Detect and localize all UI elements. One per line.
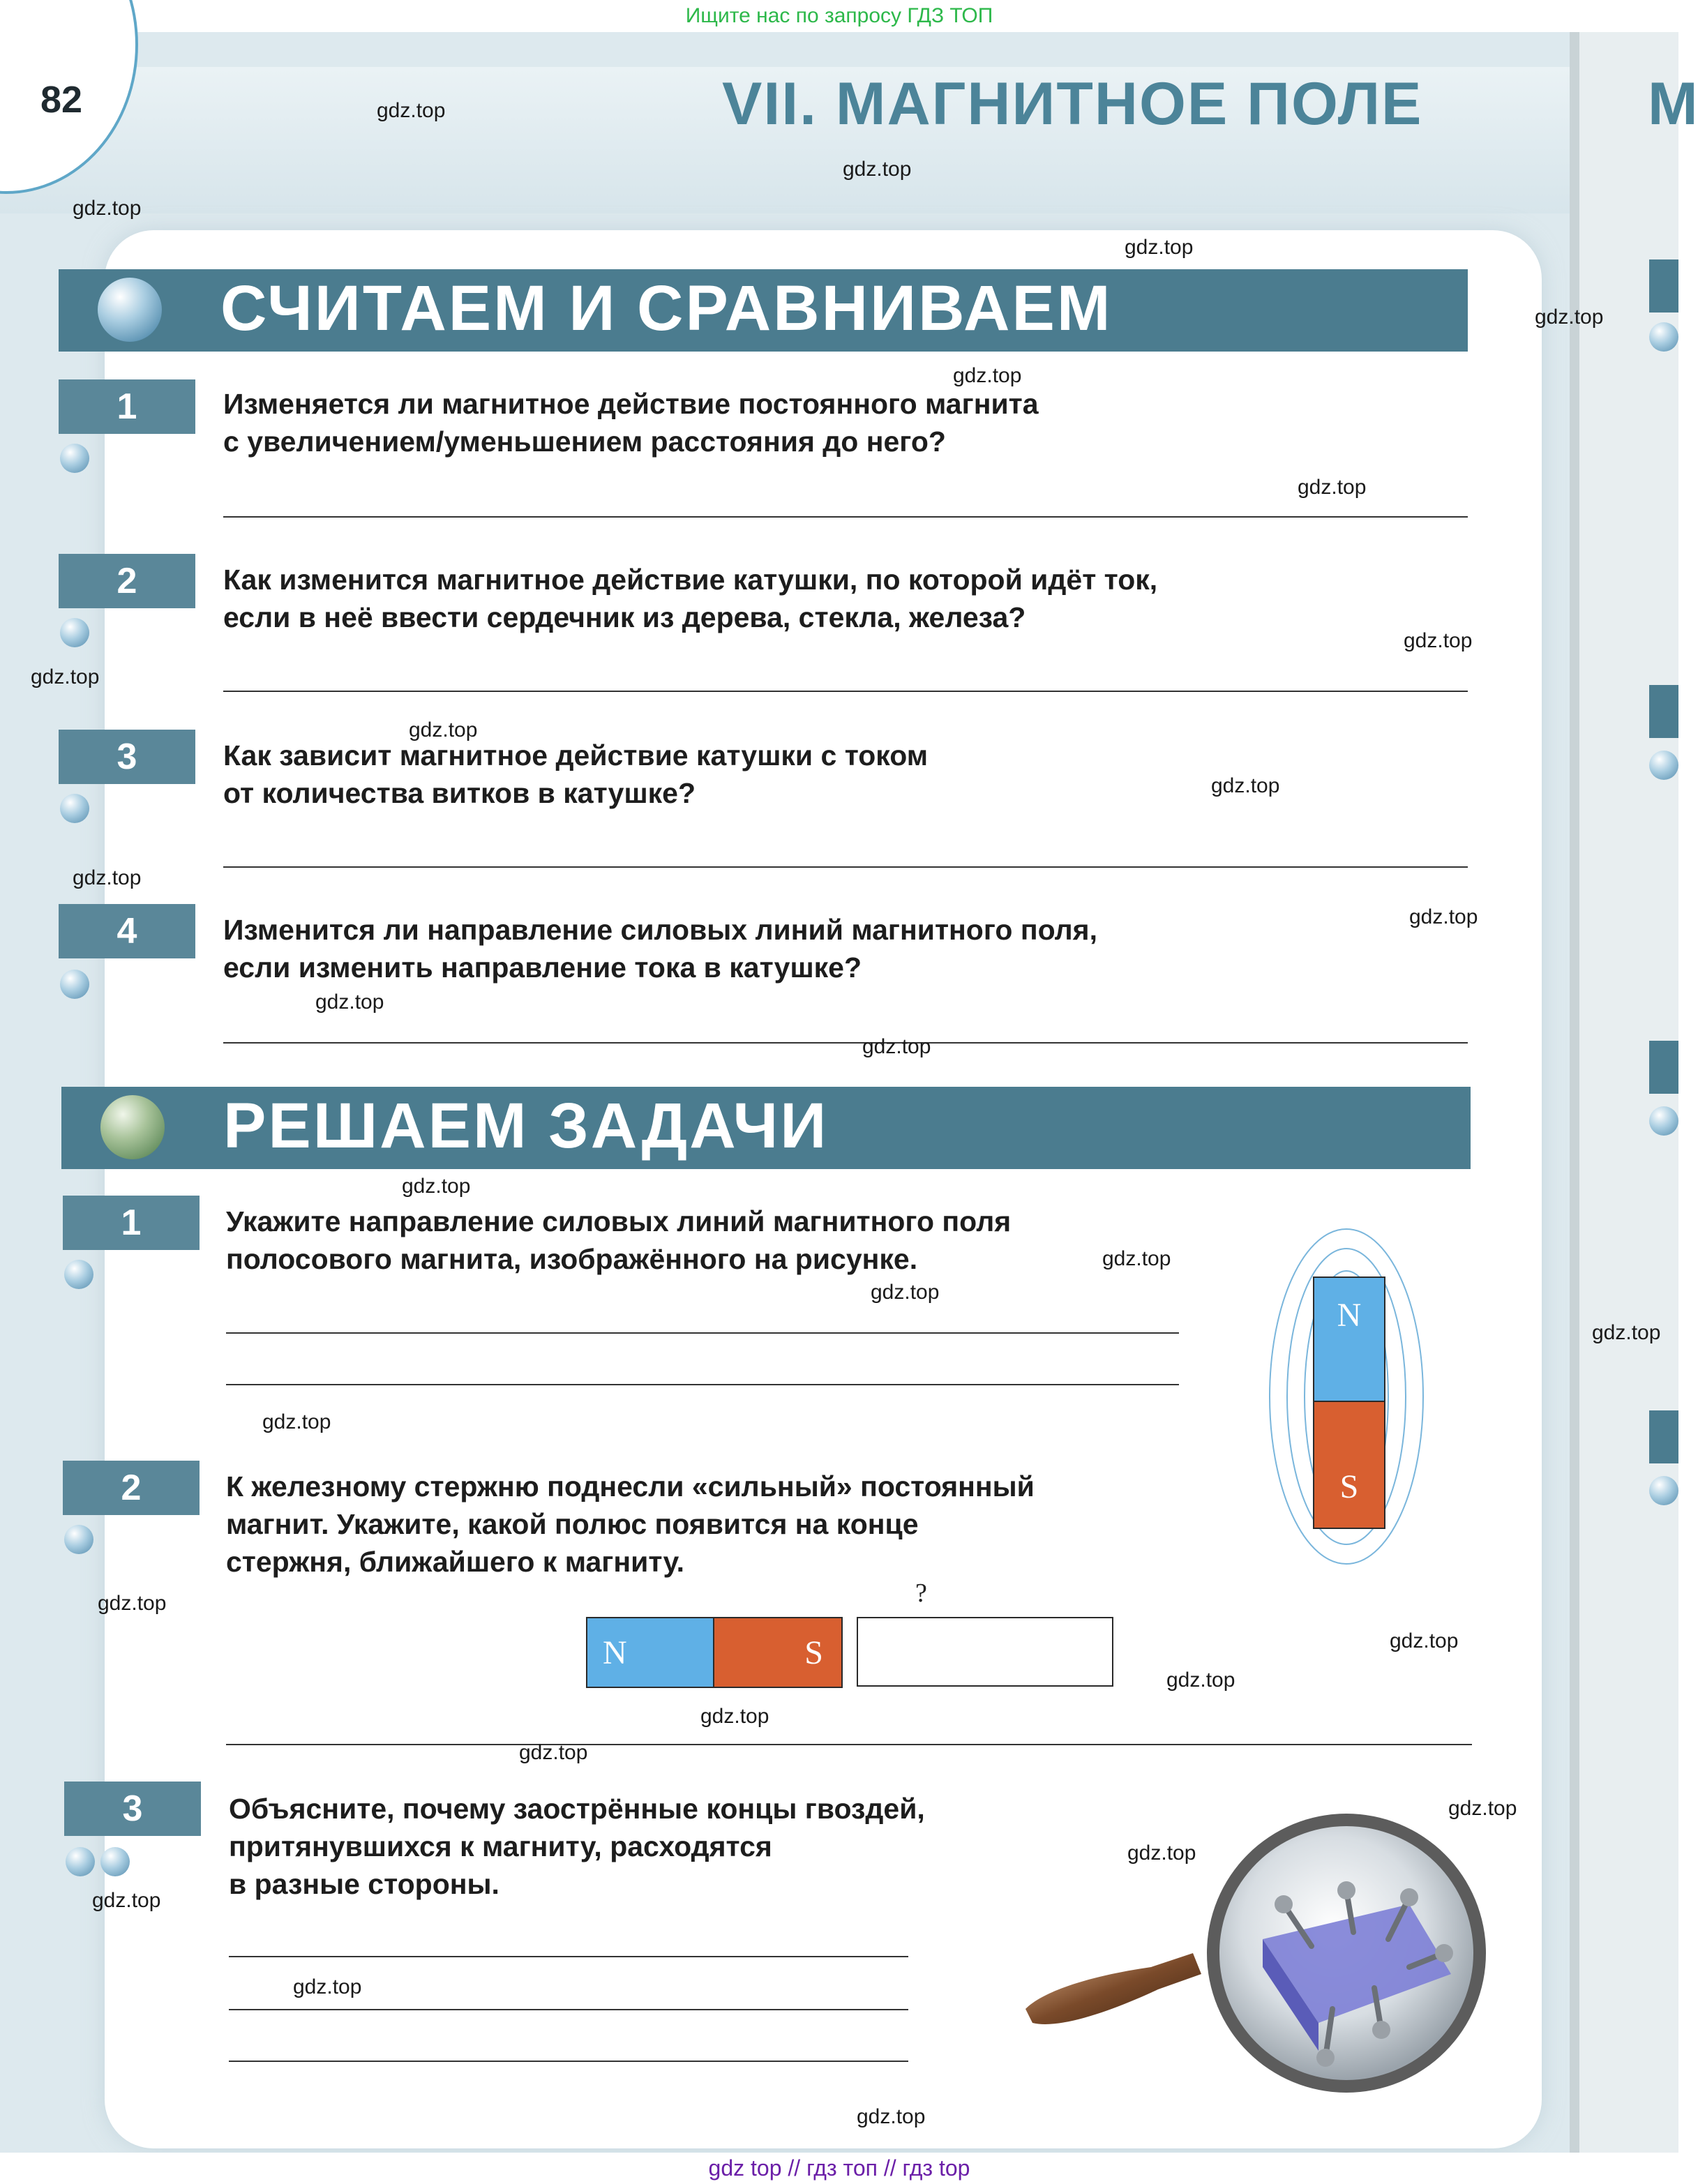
section-header-count-compare: [59, 269, 1468, 352]
answer-line[interactable]: [226, 1332, 1179, 1334]
difficulty-ball-icon: [100, 1847, 130, 1876]
watermark: gdz.top: [1390, 1629, 1459, 1652]
top-banner[interactable]: Ищите нас по запросу ГДЗ ТОП: [0, 0, 1678, 32]
answer-line[interactable]: [229, 2009, 908, 2010]
question-text: Как изменится магнитное действие катушки, по которой идёт ток, если в неё ввести сердечник из дерева, стекла, железа?: [223, 564, 1158, 633]
watermark: gdz.top: [857, 2105, 926, 2128]
difficulty-ball-icon: [64, 1260, 93, 1289]
answer-line[interactable]: [226, 1744, 1472, 1745]
watermark: gdz.top: [73, 866, 142, 889]
task-text: К железному стержню поднесли «сильный» постоянный магнит. Укажите, какой полюс появится на конце стержня, ближайшего к магниту.: [226, 1470, 1035, 1578]
answer-line[interactable]: [229, 1956, 908, 1957]
question-text: Изменяется ли магнитное действие постоянного магнита с увеличением/уменьшением расстояния до него?: [223, 388, 1039, 458]
watermark: gdz.top: [871, 1281, 940, 1304]
watermark: gdz.top: [1102, 1247, 1171, 1270]
watermark: gdz.top: [315, 991, 384, 1014]
magnet-north-pole: N: [586, 1617, 714, 1688]
watermark: gdz.top: [862, 1035, 931, 1058]
section-title: РЕШАЕМ ЗАДАЧИ: [223, 1090, 829, 1161]
watermark: gdz.top: [293, 1975, 362, 1998]
question-text: Изменится ли направление силовых линий магнитного поля, если изменить направление тока в катушке?: [223, 914, 1097, 984]
answer-line[interactable]: [229, 2061, 908, 2062]
next-page-ball: [1649, 1476, 1678, 1505]
watermark: gdz.top: [92, 1889, 161, 1912]
difficulty-ball-icon: [60, 970, 89, 999]
sphere-icon: [98, 278, 162, 342]
task-text: Укажите направление силовых линий магнитного поля полосового магнита, изображённого на рисунке.: [226, 1205, 1012, 1275]
watermark: gdz.top: [1166, 1669, 1235, 1692]
difficulty-ball-icon: [60, 794, 89, 823]
watermark: gdz.top: [1409, 905, 1478, 928]
bottom-banner[interactable]: gdz top // гдз топ // гдз top: [0, 2153, 1678, 2184]
watermark: gdz.top: [1592, 1321, 1661, 1344]
watermark: gdz.top: [409, 718, 478, 741]
question-number: 2: [59, 554, 195, 608]
watermark: gdz.top: [402, 1175, 471, 1198]
question-number: 1: [59, 379, 195, 434]
question-number: 3: [59, 730, 195, 784]
next-page-ball: [1649, 1106, 1678, 1136]
watermark: gdz.top: [1448, 1797, 1517, 1820]
page-fold: [1570, 32, 1579, 2153]
difficulty-ball-icon: [60, 444, 89, 473]
task-number: 1: [63, 1196, 200, 1250]
magnet-south-pole: S: [1313, 1401, 1385, 1529]
answer-line[interactable]: [226, 1384, 1179, 1385]
next-page-ball: [1649, 751, 1678, 780]
watermark: gdz.top: [1404, 629, 1473, 652]
watermark: gdz.top: [1535, 306, 1604, 329]
answer-line[interactable]: [223, 866, 1468, 868]
magnet-north-pole: N: [1313, 1276, 1385, 1402]
sphere-icon: [100, 1095, 165, 1159]
watermark: gdz.top: [1298, 476, 1367, 499]
next-page-num-box: [1649, 1410, 1678, 1463]
watermark: gdz.top: [1127, 1842, 1196, 1865]
unknown-pole-mark: ?: [915, 1579, 927, 1608]
question-text: Как зависит магнитное действие катушки с током от количества витков в катушке?: [223, 739, 929, 809]
section-header-solve-tasks: [61, 1087, 1471, 1169]
watermark: gdz.top: [953, 364, 1022, 387]
next-page-num-box: [1649, 1041, 1678, 1094]
difficulty-ball-icon: [64, 1525, 93, 1554]
difficulty-ball-icon: [60, 618, 89, 647]
next-page-ball: [1649, 322, 1678, 352]
next-page-num-box: [1649, 685, 1678, 738]
magnifier-nails-icon: [1019, 1800, 1521, 2107]
task-number: 3: [64, 1782, 201, 1836]
watermark: gdz.top: [1211, 774, 1280, 797]
chapter-title: VII. МАГНИТНОЕ ПОЛЕ: [722, 70, 1423, 137]
iron-rod: [857, 1617, 1113, 1687]
answer-line[interactable]: [223, 1042, 1468, 1044]
task-text: Объясните, почему заострённые концы гвоздей, притянувшихся к магниту, расходятся в разные стороны.: [229, 1793, 925, 1900]
answer-line[interactable]: [223, 691, 1468, 692]
task-number: 2: [63, 1461, 200, 1515]
magnet-south-pole: S: [713, 1617, 843, 1688]
watermark: gdz.top: [262, 1410, 331, 1433]
watermark: gdz.top: [31, 665, 100, 688]
watermark: gdz.top: [377, 99, 446, 122]
watermark: gdz.top: [73, 197, 142, 220]
question-number: 4: [59, 904, 195, 958]
next-page-num-box: [1649, 259, 1678, 312]
watermark: gdz.top: [843, 158, 912, 181]
watermark: gdz.top: [519, 1741, 588, 1764]
next-page-chapter-letter: М: [1648, 70, 1698, 137]
watermark: gdz.top: [700, 1705, 769, 1728]
page-number: 82: [40, 79, 83, 121]
difficulty-ball-icon: [66, 1847, 95, 1876]
section-title: СЧИТАЕМ И СРАВНИВАЕМ: [220, 273, 1113, 344]
watermark: gdz.top: [98, 1592, 167, 1615]
answer-line[interactable]: [223, 516, 1468, 518]
watermark: gdz.top: [1125, 236, 1194, 259]
